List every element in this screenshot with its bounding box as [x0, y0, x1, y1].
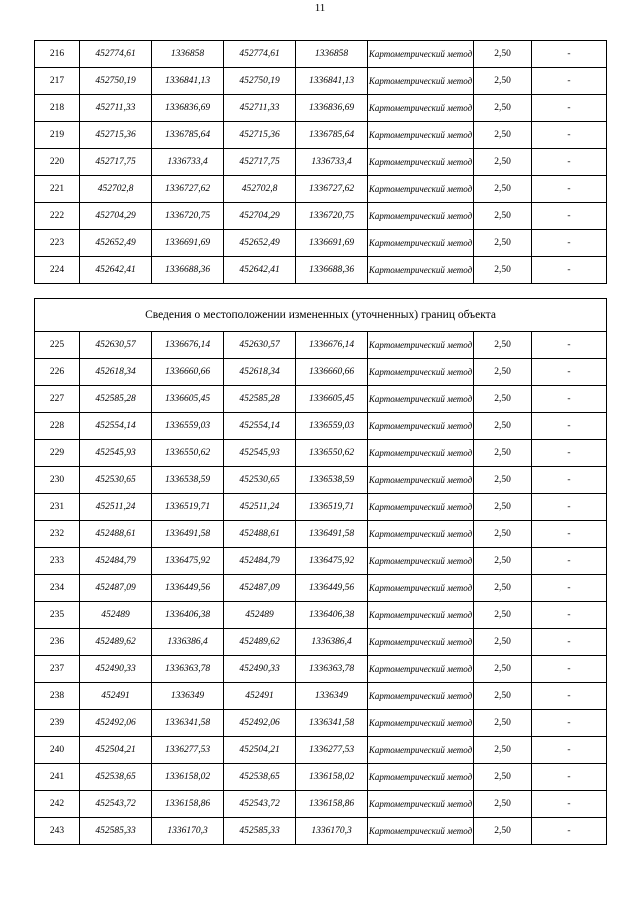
method-cell: Картометрический метод: [368, 521, 474, 548]
precision-cell: 2,50: [474, 95, 532, 122]
y-new-cell: 1336449,56: [296, 575, 368, 602]
y-existing-cell: 1336406,38: [152, 602, 224, 629]
y-new-cell: 1336158,86: [296, 791, 368, 818]
description-cell: -: [532, 176, 607, 203]
y-new-cell: 1336158,02: [296, 764, 368, 791]
x-new-cell: 452489,62: [224, 629, 296, 656]
y-new-cell: 1336170,3: [296, 818, 368, 845]
y-existing-cell: 1336550,62: [152, 440, 224, 467]
y-new-cell: 1336491,58: [296, 521, 368, 548]
method-cell: Картометрический метод: [368, 122, 474, 149]
y-new-cell: 1336559,03: [296, 413, 368, 440]
x-existing-cell: 452630,57: [80, 332, 152, 359]
description-cell: -: [532, 521, 607, 548]
precision-cell: 2,50: [474, 230, 532, 257]
x-existing-cell: 452585,28: [80, 386, 152, 413]
y-existing-cell: 1336836,69: [152, 95, 224, 122]
y-new-cell: 1336841,13: [296, 68, 368, 95]
table-row: [35, 629, 607, 656]
y-existing-cell: 1336170,3: [152, 818, 224, 845]
precision-cell: 2,50: [474, 764, 532, 791]
y-existing-cell: 1336449,56: [152, 575, 224, 602]
y-new-cell: 1336727,62: [296, 176, 368, 203]
x-new-cell: 452711,33: [224, 95, 296, 122]
precision-cell: 2,50: [474, 332, 532, 359]
x-existing-cell: 452545,93: [80, 440, 152, 467]
point-number-cell: 242: [35, 791, 80, 818]
table-row: [35, 176, 607, 203]
precision-cell: 2,50: [474, 68, 532, 95]
table-row: [35, 203, 607, 230]
description-cell: -: [532, 494, 607, 521]
description-cell: -: [532, 629, 607, 656]
precision-cell: 2,50: [474, 656, 532, 683]
method-cell: Картометрический метод: [368, 95, 474, 122]
point-number-cell: 237: [35, 656, 80, 683]
y-existing-cell: 1336841,13: [152, 68, 224, 95]
table-row: [35, 257, 607, 284]
y-existing-cell: 1336341,58: [152, 710, 224, 737]
method-cell: Картометрический метод: [368, 149, 474, 176]
y-new-cell: 1336660,66: [296, 359, 368, 386]
method-cell: Картометрический метод: [368, 575, 474, 602]
precision-cell: 2,50: [474, 818, 532, 845]
section-header-row: [35, 299, 607, 332]
y-existing-cell: 1336691,69: [152, 230, 224, 257]
x-existing-cell: 452704,29: [80, 203, 152, 230]
point-number-cell: 235: [35, 602, 80, 629]
x-new-cell: 452618,34: [224, 359, 296, 386]
x-existing-cell: 452652,49: [80, 230, 152, 257]
point-number-cell: 230: [35, 467, 80, 494]
x-new-cell: 452585,28: [224, 386, 296, 413]
table-row: [35, 656, 607, 683]
point-number-cell: 233: [35, 548, 80, 575]
table-row: [35, 602, 607, 629]
description-cell: -: [532, 230, 607, 257]
method-cell: Картометрический метод: [368, 359, 474, 386]
x-existing-cell: 452490,33: [80, 656, 152, 683]
precision-cell: 2,50: [474, 629, 532, 656]
y-existing-cell: 1336676,14: [152, 332, 224, 359]
precision-cell: 2,50: [474, 548, 532, 575]
x-new-cell: 452642,41: [224, 257, 296, 284]
table-row: [35, 791, 607, 818]
precision-cell: 2,50: [474, 791, 532, 818]
x-existing-cell: 452538,65: [80, 764, 152, 791]
y-new-cell: 1336341,58: [296, 710, 368, 737]
y-existing-cell: 1336858: [152, 41, 224, 68]
table-row: [35, 818, 607, 845]
x-new-cell: 452704,29: [224, 203, 296, 230]
precision-cell: 2,50: [474, 122, 532, 149]
x-existing-cell: 452487,09: [80, 575, 152, 602]
y-existing-cell: 1336277,53: [152, 737, 224, 764]
precision-cell: 2,50: [474, 359, 532, 386]
method-cell: Картометрический метод: [368, 257, 474, 284]
x-existing-cell: 452715,36: [80, 122, 152, 149]
x-new-cell: 452585,33: [224, 818, 296, 845]
precision-cell: 2,50: [474, 467, 532, 494]
y-new-cell: 1336363,78: [296, 656, 368, 683]
x-existing-cell: 452489,62: [80, 629, 152, 656]
method-cell: Картометрический метод: [368, 683, 474, 710]
y-new-cell: 1336406,38: [296, 602, 368, 629]
y-new-cell: 1336733,4: [296, 149, 368, 176]
precision-cell: 2,50: [474, 203, 532, 230]
y-new-cell: 1336519,71: [296, 494, 368, 521]
description-cell: -: [532, 818, 607, 845]
y-new-cell: 1336349: [296, 683, 368, 710]
point-number-cell: 219: [35, 122, 80, 149]
x-existing-cell: 452618,34: [80, 359, 152, 386]
y-new-cell: 1336858: [296, 41, 368, 68]
y-existing-cell: 1336559,03: [152, 413, 224, 440]
precision-cell: 2,50: [474, 413, 532, 440]
precision-cell: 2,50: [474, 149, 532, 176]
y-existing-cell: 1336491,58: [152, 521, 224, 548]
method-cell: Картометрический метод: [368, 629, 474, 656]
y-existing-cell: 1336727,62: [152, 176, 224, 203]
point-number-cell: 231: [35, 494, 80, 521]
table-row: [35, 764, 607, 791]
description-cell: -: [532, 359, 607, 386]
precision-cell: 2,50: [474, 683, 532, 710]
description-cell: -: [532, 764, 607, 791]
x-new-cell: 452487,09: [224, 575, 296, 602]
x-existing-cell: 452484,79: [80, 548, 152, 575]
table-row: [35, 122, 607, 149]
description-cell: -: [532, 149, 607, 176]
y-existing-cell: 1336605,45: [152, 386, 224, 413]
method-cell: Картометрический метод: [368, 737, 474, 764]
table-row: [35, 710, 607, 737]
description-cell: -: [532, 656, 607, 683]
description-cell: -: [532, 386, 607, 413]
y-existing-cell: 1336660,66: [152, 359, 224, 386]
precision-cell: 2,50: [474, 41, 532, 68]
description-cell: -: [532, 710, 607, 737]
table-row: [35, 413, 607, 440]
method-cell: Картометрический метод: [368, 656, 474, 683]
description-cell: -: [532, 737, 607, 764]
method-cell: Картометрический метод: [368, 41, 474, 68]
method-cell: Картометрический метод: [368, 413, 474, 440]
description-cell: -: [532, 257, 607, 284]
coordinates-table-bottom: [34, 298, 607, 845]
description-cell: -: [532, 467, 607, 494]
point-number-cell: 218: [35, 95, 80, 122]
description-cell: -: [532, 413, 607, 440]
description-cell: -: [532, 41, 607, 68]
y-new-cell: 1336538,59: [296, 467, 368, 494]
method-cell: Картометрический метод: [368, 386, 474, 413]
point-number-cell: 222: [35, 203, 80, 230]
method-cell: Картометрический метод: [368, 467, 474, 494]
precision-cell: 2,50: [474, 494, 532, 521]
x-new-cell: 452774,61: [224, 41, 296, 68]
x-new-cell: 452702,8: [224, 176, 296, 203]
method-cell: Картометрический метод: [368, 791, 474, 818]
x-existing-cell: 452488,61: [80, 521, 152, 548]
method-cell: Картометрический метод: [368, 440, 474, 467]
point-number-cell: 232: [35, 521, 80, 548]
table-row: [35, 359, 607, 386]
x-new-cell: 452490,33: [224, 656, 296, 683]
method-cell: Картометрический метод: [368, 602, 474, 629]
point-number-cell: 221: [35, 176, 80, 203]
precision-cell: 2,50: [474, 176, 532, 203]
table-row: [35, 548, 607, 575]
precision-cell: 2,50: [474, 737, 532, 764]
y-existing-cell: 1336386,4: [152, 629, 224, 656]
point-number-cell: 236: [35, 629, 80, 656]
table-row: [35, 683, 607, 710]
y-existing-cell: 1336158,86: [152, 791, 224, 818]
description-cell: -: [532, 203, 607, 230]
x-existing-cell: 452711,33: [80, 95, 152, 122]
point-number-cell: 240: [35, 737, 80, 764]
y-existing-cell: 1336158,02: [152, 764, 224, 791]
point-number-cell: 224: [35, 257, 80, 284]
table-row: [35, 521, 607, 548]
x-new-cell: 452538,65: [224, 764, 296, 791]
x-existing-cell: 452530,65: [80, 467, 152, 494]
method-cell: Картометрический метод: [368, 710, 474, 737]
x-new-cell: 452530,65: [224, 467, 296, 494]
description-cell: -: [532, 575, 607, 602]
precision-cell: 2,50: [474, 440, 532, 467]
x-new-cell: 452489: [224, 602, 296, 629]
point-number-cell: 216: [35, 41, 80, 68]
y-new-cell: 1336720,75: [296, 203, 368, 230]
x-new-cell: 452484,79: [224, 548, 296, 575]
x-new-cell: 452750,19: [224, 68, 296, 95]
table-row: [35, 95, 607, 122]
x-new-cell: 452504,21: [224, 737, 296, 764]
description-cell: -: [532, 602, 607, 629]
method-cell: Картометрический метод: [368, 230, 474, 257]
table-row: [35, 467, 607, 494]
y-existing-cell: 1336733,4: [152, 149, 224, 176]
precision-cell: 2,50: [474, 575, 532, 602]
point-number-cell: 241: [35, 764, 80, 791]
x-new-cell: 452630,57: [224, 332, 296, 359]
section-title: Сведения о местоположении измененных (уточненных) границ объекта: [35, 299, 607, 332]
description-cell: -: [532, 122, 607, 149]
description-cell: -: [532, 68, 607, 95]
y-new-cell: 1336836,69: [296, 95, 368, 122]
point-number-cell: 226: [35, 359, 80, 386]
table-row: [35, 149, 607, 176]
x-new-cell: 452511,24: [224, 494, 296, 521]
point-number-cell: 238: [35, 683, 80, 710]
precision-cell: 2,50: [474, 602, 532, 629]
precision-cell: 2,50: [474, 386, 532, 413]
method-cell: Картометрический метод: [368, 548, 474, 575]
method-cell: Картометрический метод: [368, 332, 474, 359]
x-existing-cell: 452489: [80, 602, 152, 629]
method-cell: Картометрический метод: [368, 494, 474, 521]
point-number-cell: 217: [35, 68, 80, 95]
x-existing-cell: 452585,33: [80, 818, 152, 845]
y-new-cell: 1336691,69: [296, 230, 368, 257]
description-cell: -: [532, 683, 607, 710]
method-cell: Картометрический метод: [368, 764, 474, 791]
y-new-cell: 1336475,92: [296, 548, 368, 575]
table-row: [35, 575, 607, 602]
point-number-cell: 227: [35, 386, 80, 413]
coordinates-table-top: [34, 40, 607, 284]
x-new-cell: 452491: [224, 683, 296, 710]
y-new-cell: 1336676,14: [296, 332, 368, 359]
method-cell: Картометрический метод: [368, 68, 474, 95]
y-new-cell: 1336785,64: [296, 122, 368, 149]
x-existing-cell: 452492,06: [80, 710, 152, 737]
x-existing-cell: 452511,24: [80, 494, 152, 521]
table-row: [35, 41, 607, 68]
description-cell: -: [532, 791, 607, 818]
y-new-cell: 1336550,62: [296, 440, 368, 467]
y-new-cell: 1336605,45: [296, 386, 368, 413]
x-existing-cell: 452491: [80, 683, 152, 710]
description-cell: -: [532, 548, 607, 575]
x-new-cell: 452543,72: [224, 791, 296, 818]
x-existing-cell: 452642,41: [80, 257, 152, 284]
x-new-cell: 452545,93: [224, 440, 296, 467]
point-number-cell: 220: [35, 149, 80, 176]
y-existing-cell: 1336475,92: [152, 548, 224, 575]
page-number: 11: [314, 2, 326, 14]
y-existing-cell: 1336688,36: [152, 257, 224, 284]
method-cell: Картометрический метод: [368, 818, 474, 845]
method-cell: Картометрический метод: [368, 203, 474, 230]
x-existing-cell: 452554,14: [80, 413, 152, 440]
x-new-cell: 452715,36: [224, 122, 296, 149]
table-row: [35, 230, 607, 257]
point-number-cell: 228: [35, 413, 80, 440]
x-existing-cell: 452504,21: [80, 737, 152, 764]
point-number-cell: 234: [35, 575, 80, 602]
point-number-cell: 223: [35, 230, 80, 257]
x-existing-cell: 452750,19: [80, 68, 152, 95]
x-new-cell: 452488,61: [224, 521, 296, 548]
x-existing-cell: 452543,72: [80, 791, 152, 818]
y-existing-cell: 1336363,78: [152, 656, 224, 683]
table-row: [35, 386, 607, 413]
x-existing-cell: 452702,8: [80, 176, 152, 203]
description-cell: -: [532, 95, 607, 122]
point-number-cell: 239: [35, 710, 80, 737]
table-row: [35, 494, 607, 521]
y-existing-cell: 1336538,59: [152, 467, 224, 494]
point-number-cell: 243: [35, 818, 80, 845]
point-number-cell: 229: [35, 440, 80, 467]
y-existing-cell: 1336519,71: [152, 494, 224, 521]
x-new-cell: 452492,06: [224, 710, 296, 737]
y-new-cell: 1336688,36: [296, 257, 368, 284]
x-new-cell: 452652,49: [224, 230, 296, 257]
table-row: [35, 332, 607, 359]
description-cell: -: [532, 332, 607, 359]
x-existing-cell: 452717,75: [80, 149, 152, 176]
table-row: [35, 440, 607, 467]
point-number-cell: 225: [35, 332, 80, 359]
precision-cell: 2,50: [474, 710, 532, 737]
precision-cell: 2,50: [474, 257, 532, 284]
y-existing-cell: 1336720,75: [152, 203, 224, 230]
y-existing-cell: 1336785,64: [152, 122, 224, 149]
x-new-cell: 452554,14: [224, 413, 296, 440]
x-existing-cell: 452774,61: [80, 41, 152, 68]
y-new-cell: 1336386,4: [296, 629, 368, 656]
method-cell: Картометрический метод: [368, 176, 474, 203]
description-cell: -: [532, 440, 607, 467]
table-row: [35, 737, 607, 764]
precision-cell: 2,50: [474, 521, 532, 548]
y-new-cell: 1336277,53: [296, 737, 368, 764]
y-existing-cell: 1336349: [152, 683, 224, 710]
x-new-cell: 452717,75: [224, 149, 296, 176]
table-row: [35, 68, 607, 95]
